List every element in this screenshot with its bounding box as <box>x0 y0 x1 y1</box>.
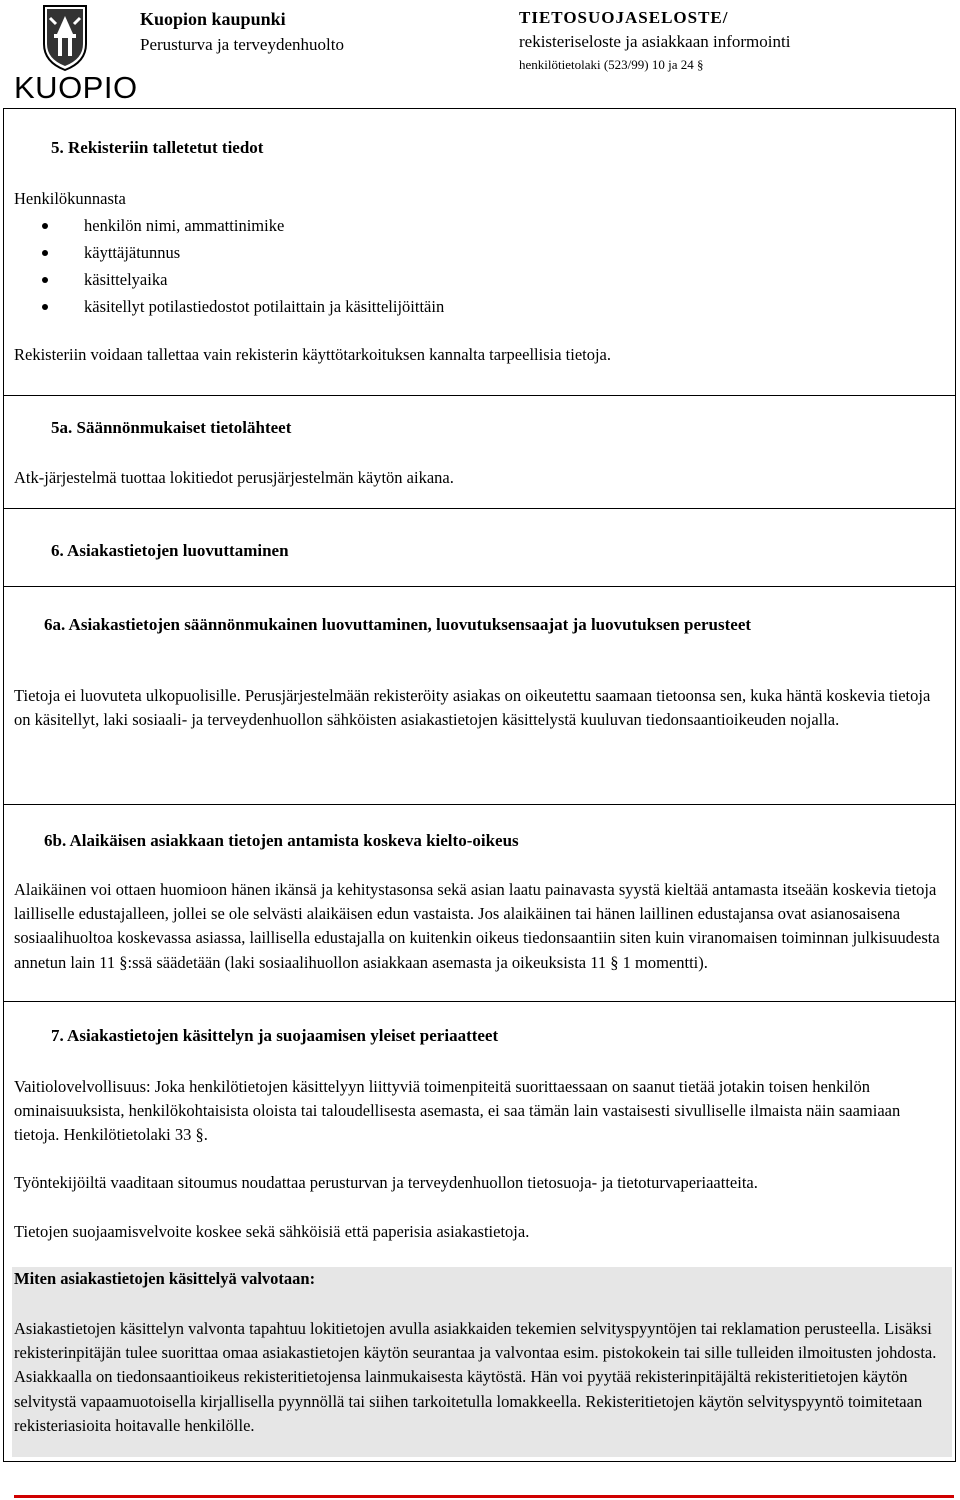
doc-title: TIETOSUOJASELOSTE/ <box>519 8 729 27</box>
doc-law: henkilötietolaki (523/99) 10 ja 24 § <box>519 57 704 72</box>
section-5-lead: Henkilökunnasta <box>14 189 126 208</box>
org-unit: Perusturva ja terveydenhuolto <box>140 35 344 54</box>
section-5a-heading: 5a. Säännönmukaiset tietolähteet <box>51 418 292 437</box>
org-name: Kuopion kaupunki <box>140 9 286 29</box>
content-frame <box>3 108 956 1462</box>
section-5-note: Rekisteriin voidaan tallettaa vain rekisterin käyttötarkoituksen kannalta tarpeellisia tietoja. <box>14 345 612 364</box>
kuopio-logo <box>10 4 138 106</box>
organization-block <box>140 6 344 58</box>
section-7-p1: Vaitiolovelvollisuus: Joka henkilötietojen käsittelyyn liittyviä toimenpiteitä suorittaessaan on saanut tietää jotakin toisen henkilön ominaisuuksista, henkilökohtaisista oloista tai taloudellisesta asemasta, ei saa tämän lain vastaisesti sivulliselle ilmaista näin saamiaan tietoja. Henkilötietolaki 33 §. <box>14 1077 901 1145</box>
section-5-list <box>42 212 444 320</box>
document-block <box>519 6 790 76</box>
page-header <box>0 0 960 110</box>
svg-text:KUOPIO: KUOPIO <box>14 70 138 105</box>
list-item: henkilön nimi, ammattinimike <box>42 212 444 239</box>
section-6b <box>4 805 955 1002</box>
section-7-p2: Työntekijöiltä vaaditaan sitoumus noudattaa perusturvan ja terveydenhuollon tietosuoja- ja tietoturvaperiaatteita. <box>14 1173 758 1192</box>
footer-line <box>14 1495 954 1498</box>
doc-subtitle: rekisteriseloste ja asiakkaan informointi <box>519 32 791 51</box>
section-7-p3: Tietojen suojaamisvelvoite koskee sekä sähköisiä että paperisia asiakastietoja. <box>14 1222 530 1241</box>
section-5-heading: 5. Rekisteriin talletetut tiedot <box>51 138 264 157</box>
section-6 <box>4 509 955 587</box>
section-6a-text: Tietoja ei luovuteta ulkopuolisille. Perusjärjestelmään rekisteröity asiakas on oikeutettu saamaan tietoonsa sen, kuka häntä koskevia tietoja on käsitellyt, laki sosiaali- ja terveydenhuollon sähköisten asiakastietojen käsittelystä kuuluvan tiedonsaantioikeuden nojalla. <box>14 686 931 730</box>
list-item: käyttäjätunnus <box>42 239 444 266</box>
section-7-heading: 7. Asiakastietojen käsittelyn ja suojaamisen yleiset periaatteet <box>51 1026 499 1045</box>
section-6a-heading: 6a. Asiakastietojen säännönmukainen luovuttaminen, luovutuksensaajat ja luovutuksen perusteet <box>44 615 752 634</box>
section-6a <box>4 587 955 805</box>
section-7 <box>4 1002 955 1462</box>
supervision-text: Asiakastietojen käsittelyn valvonta tapahtuu lokitietojen avulla asiakkaiden tekemien selvityspyyntöjen tai reklamation perusteella. Lisäksi rekisterinpitäjän tulee suorittaa omaa asiakastietojen käytön seurantaa ja valvontaa esim. pistokokein tai sille tulleiden ilmoitusten johdosta. Asiakkaalla on tiedonsaantioikeus rekisteritietojensa lainmukaisesta käytöstä. Hän voi pyytää rekisterinpitäjältä rekisteritietojen käytön selvitystä vapaamuotoisella kirjallisella pyynnöllä tai siihen tarkoitetulla lomakkeella. Rekisteritietojen käytön selvityspyyntö toimitetaan rekisteriasioita hoitavalle henkilölle. <box>14 1319 937 1435</box>
section-6-heading: 6. Asiakastietojen luovuttaminen <box>51 541 289 560</box>
section-5a-text: Atk-järjestelmä tuottaa lokitiedot perusjärjestelmän käytön aikana. <box>14 468 454 487</box>
list-item: käsitellyt potilastiedostot potilaittain ja käsittelijöittäin <box>42 293 444 320</box>
section-6b-heading: 6b. Alaikäisen asiakkaan tietojen antamista koskeva kielto-oikeus <box>44 831 519 850</box>
list-item: käsittelyaika <box>42 266 444 293</box>
supervision-heading: Miten asiakastietojen käsittelyä valvotaan: <box>14 1269 316 1288</box>
section-6b-text: Alaikäinen voi ottaen huomioon hänen ikänsä ja kehitystasonsa sekä asian laatu painavasta syystä kieltää antamasta itseään koskevia tietoja lailliselle edustajalleen, jollei se ole selvästi alaikäisen edun vastaista. Jos alaikäinen tai hänen laillinen edustajansa ovat asianosaisena sosiaalihuoltoa koskevassa asiassa, laillisella edustajalla on kuitenkin oikeus tiedonsaantiin siten kuin viranomaisen toiminnan julkisuudesta annetun lain 11 §:ssä säädetään (laki sosiaalihuollon asiakkaan asemasta ja oikeuksista 11 § 1 momentti). <box>14 880 940 972</box>
section-5 <box>4 109 955 396</box>
section-5a <box>4 396 955 509</box>
